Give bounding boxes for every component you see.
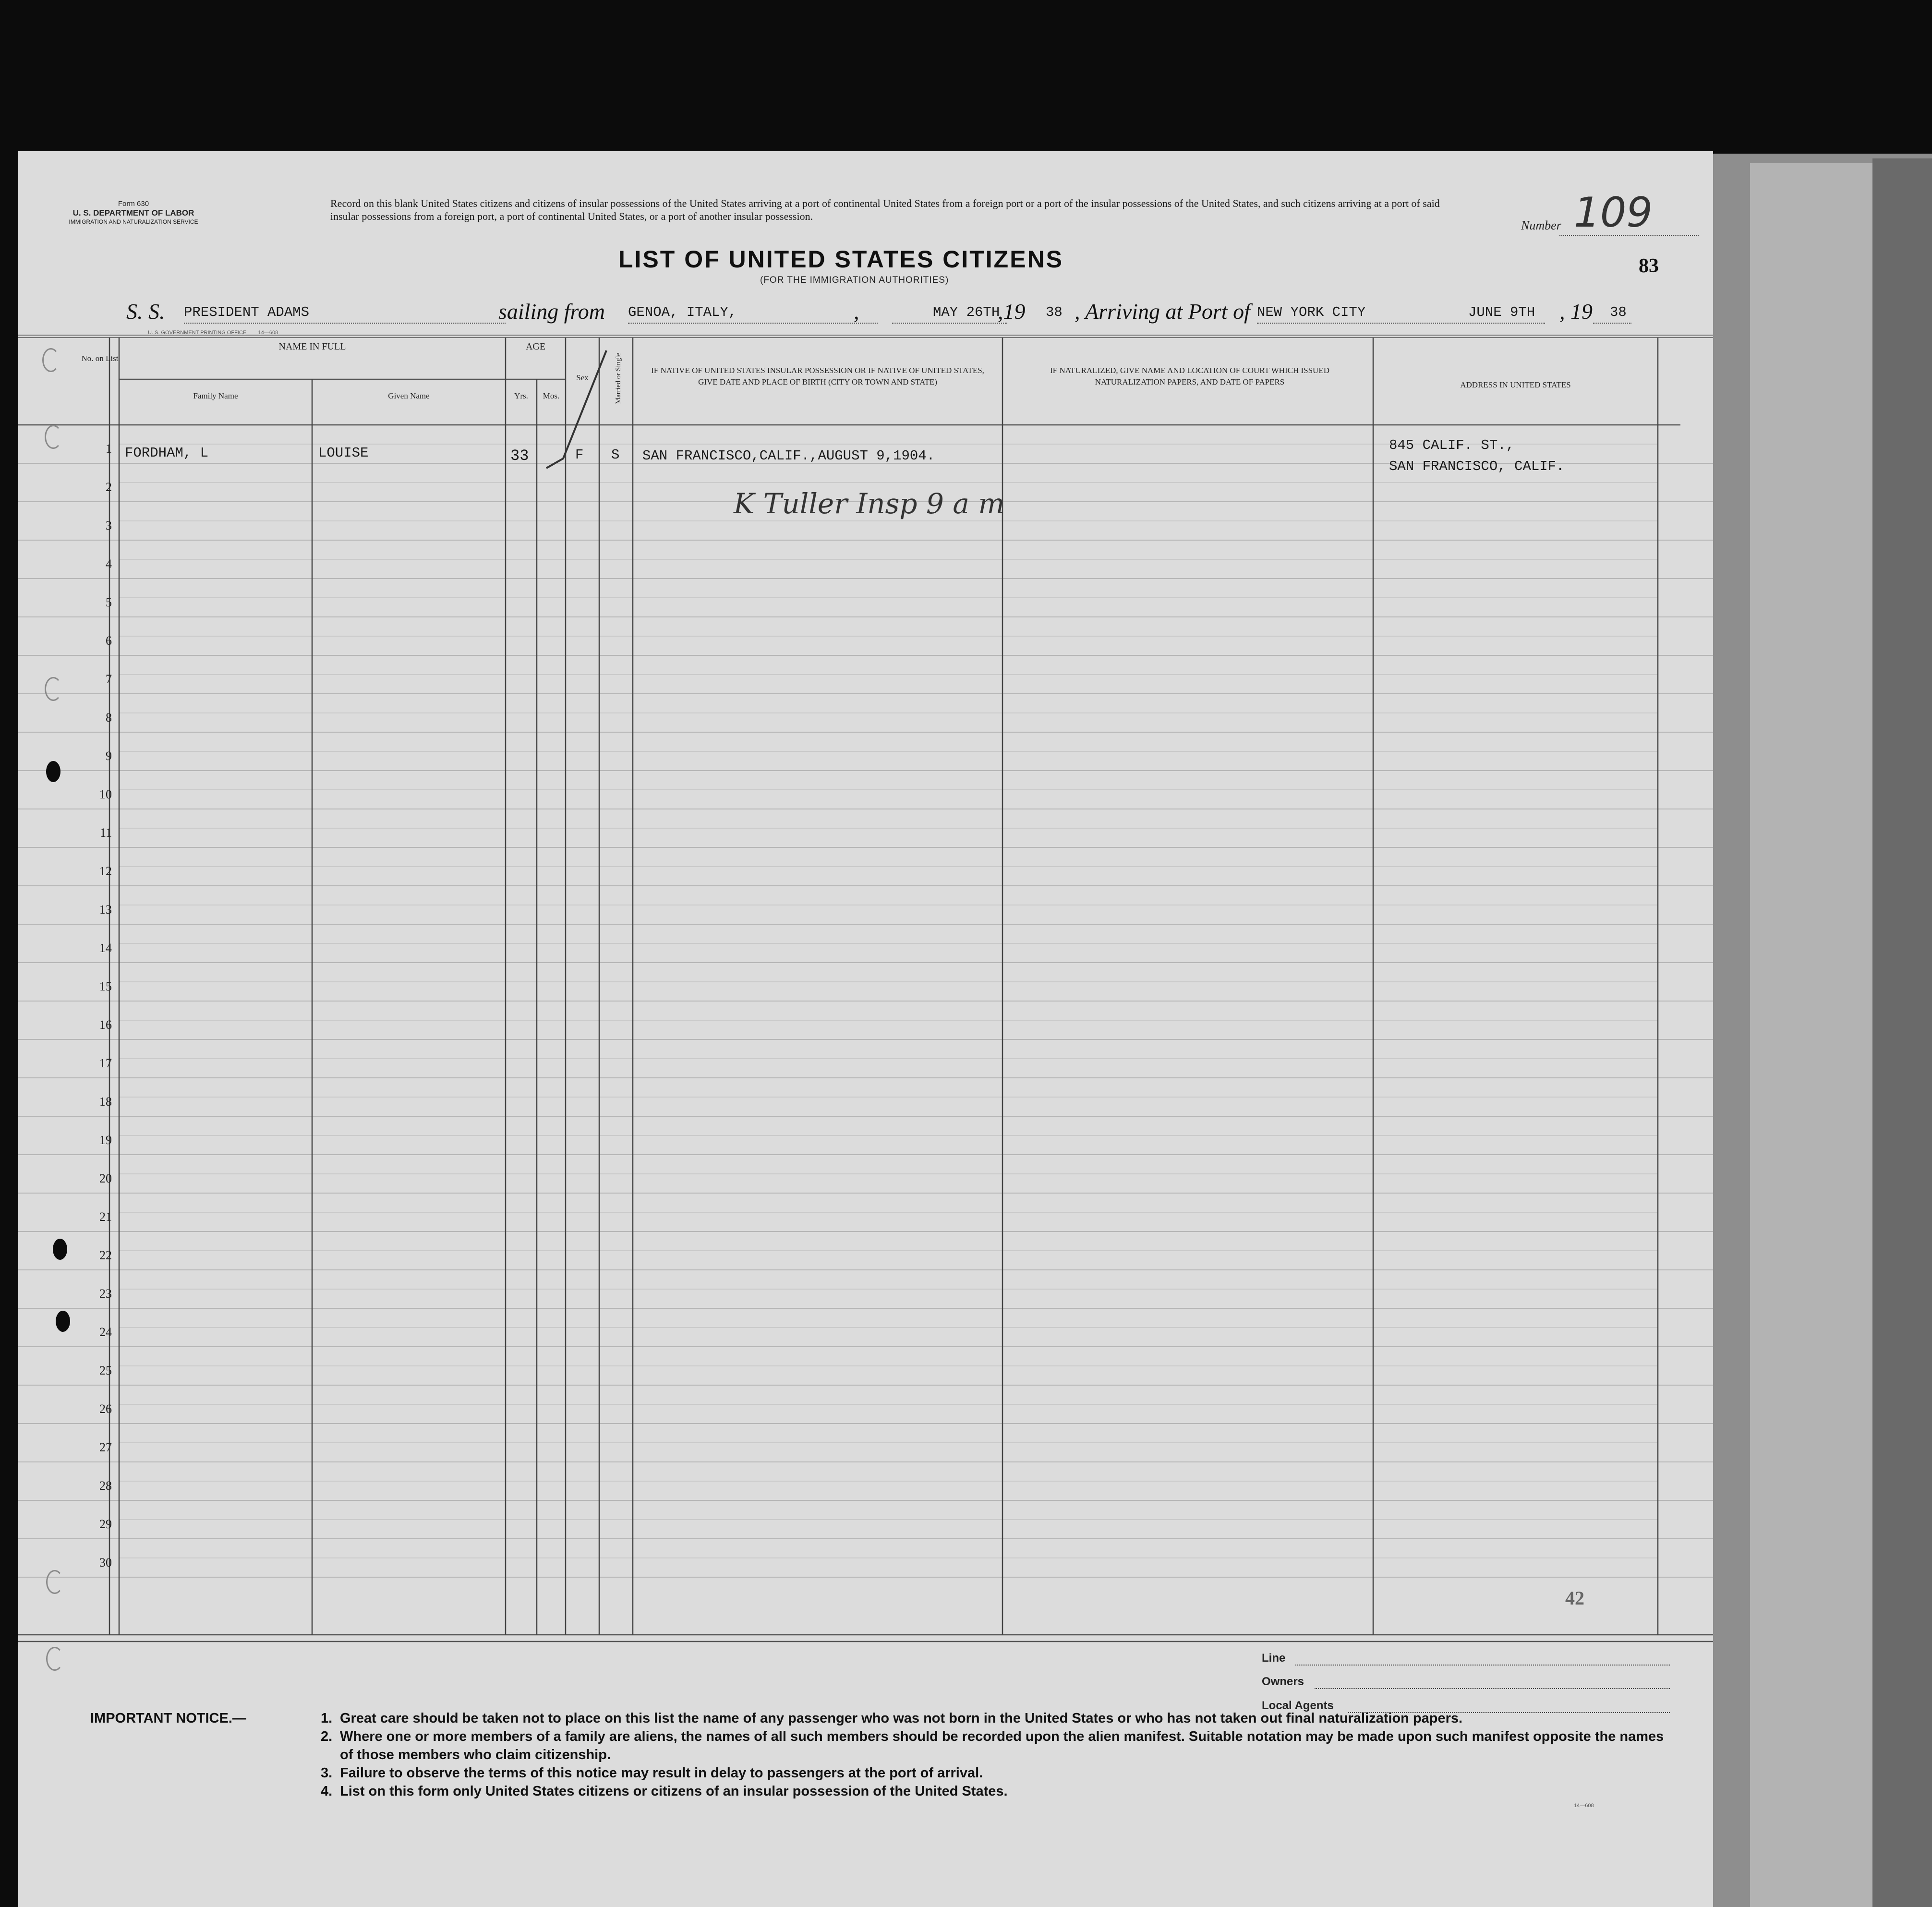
print-code-bottom: 14—608 <box>1574 1803 1594 1809</box>
row-number: 1 <box>106 442 112 456</box>
instruction-text: Record on this blank United States citizens and citizens of insular possessions of the United States arriving at a port of continental United States from a foreign port or a port of the insular possessions of the United States, and such citizens arriving at a port of said insular possessions from a foreign port, a port of continental United States, or a port of another insular possession. <box>330 197 1440 222</box>
row-number: 23 <box>99 1287 112 1301</box>
reference-number: 42 <box>1565 1587 1584 1609</box>
important-notice <box>90 1709 1675 1800</box>
row-number: 3 <box>106 519 112 532</box>
port-to: NEW YORK CITY <box>1257 304 1366 320</box>
row-number: 7 <box>106 672 112 686</box>
entry-address-line2: SAN FRANCISCO, CALIF. <box>1389 459 1565 474</box>
year-to: 38 <box>1610 304 1627 320</box>
year-from: 38 <box>1046 304 1063 320</box>
row-number: 11 <box>99 826 112 840</box>
row-number: 4 <box>106 557 112 571</box>
notice-heading: IMPORTANT NOTICE.— <box>90 1711 246 1726</box>
print-code-left: U. S. GOVERNMENT PRINTING OFFICE 14—608 <box>148 330 278 336</box>
manifest-grid <box>18 151 1713 1907</box>
number-value: 109 <box>1574 189 1653 237</box>
row-number: 16 <box>99 1018 112 1032</box>
binder-hole <box>53 1239 67 1260</box>
binder-hole <box>46 1647 63 1671</box>
manifest-page <box>18 151 1713 1907</box>
row-number: 30 <box>99 1556 112 1569</box>
entry-age-yrs: 33 <box>510 447 529 465</box>
binder-hole <box>45 677 62 701</box>
comma-mark: , <box>854 299 859 324</box>
row-number: 22 <box>99 1248 112 1262</box>
row-number: 28 <box>99 1479 112 1493</box>
row-number: 24 <box>99 1325 112 1339</box>
document-subtitle: (FOR THE IMMIGRATION AUTHORITIES) <box>760 275 949 285</box>
entry-married-single: S <box>611 447 620 463</box>
row-number: 5 <box>106 595 112 609</box>
binder-hole <box>42 348 60 372</box>
sailing-from-label: sailing from <box>498 299 605 324</box>
year-prefix-from: ,19 <box>998 299 1026 324</box>
entry-sex: F <box>575 447 584 463</box>
form-number: Form 630 <box>118 200 149 208</box>
entry-family-name: FORDHAM, L <box>125 445 209 461</box>
row-number: 21 <box>99 1210 112 1224</box>
binder-hole <box>56 1311 70 1332</box>
line-label: Line <box>1262 1652 1286 1665</box>
number-label: Number <box>1521 218 1561 232</box>
entry-given-name: LOUISE <box>318 445 369 461</box>
entry-address-line1: 845 CALIF. ST., <box>1389 437 1515 453</box>
ship-name: PRESIDENT ADAMS <box>184 304 310 320</box>
header-sex: Sex <box>576 373 589 382</box>
row-number: 18 <box>99 1095 112 1109</box>
row-number: 14 <box>99 941 112 955</box>
header-no-on-list: No. on List <box>81 354 119 363</box>
binder-hole <box>45 425 62 449</box>
row-number: 25 <box>99 1364 112 1377</box>
header-name-in-full: NAME IN FULL <box>278 341 346 352</box>
arriving-label: , Arriving at Port of <box>1075 299 1250 324</box>
header-naturalized: IF NATURALIZED, GIVE NAME AND LOCATION OF COURT WHICH ISSUED NATURALIZATION PAPERS, AND DATE OF PAPERS <box>1050 366 1329 386</box>
back-sheet-edge <box>1872 158 1932 1907</box>
row-number: 19 <box>99 1133 112 1147</box>
header-family-name: Family Name <box>193 391 238 400</box>
row-number: 8 <box>106 711 112 724</box>
header-given-name: Given Name <box>388 391 430 400</box>
header-address: ADDRESS IN UNITED STATES <box>1460 380 1571 389</box>
row-number: 29 <box>99 1517 112 1531</box>
owners-label: Owners <box>1262 1675 1304 1688</box>
row-number: 10 <box>99 787 112 801</box>
document-title: LIST OF UNITED STATES CITIZENS <box>618 246 1064 273</box>
notice-item-4: 4. List on this form only United States citizens or citizens of an insular possession of the United States. <box>321 1784 1008 1799</box>
inspector-signature: K Tuller Insp 9 a m <box>734 487 1005 520</box>
notice-item-3: 3. Failure to observe the terms of this notice may result in delay to passengers at the port of arrival. <box>321 1765 983 1781</box>
header-mos: Mos. <box>543 391 560 400</box>
port-from: GENOA, ITALY, <box>628 304 737 320</box>
row-number: 20 <box>99 1171 112 1185</box>
notice-item-2: 2. Where one or more members of a family are aliens, the names of all such members should be recorded upon the alien manifest. Suitable notation may be made upon such manifest opposite the names of those members who claim citizenship. <box>321 1729 1664 1762</box>
binder-hole <box>46 761 60 782</box>
service-name: IMMIGRATION AND NATURALIZATION SERVICE <box>69 218 198 225</box>
date-from: MAY 26TH <box>933 304 1000 320</box>
row-number: 17 <box>99 1056 112 1070</box>
row-number: 2 <box>106 480 112 494</box>
row-number: 9 <box>106 749 112 763</box>
row-number: 13 <box>99 903 112 917</box>
row-number: 27 <box>99 1440 112 1454</box>
ss-label: S. S. <box>126 299 165 324</box>
header-age: AGE <box>525 341 546 352</box>
local-agents-label: Local Agents <box>1262 1699 1334 1712</box>
date-to: JUNE 9TH <box>1468 304 1535 320</box>
row-number: 12 <box>99 864 112 878</box>
row-number: 26 <box>99 1402 112 1416</box>
header-yrs: Yrs. <box>514 391 528 400</box>
department-name: U. S. DEPARTMENT OF LABOR <box>72 208 194 217</box>
row-number: 15 <box>99 979 112 993</box>
page-number: 83 <box>1639 255 1659 277</box>
header-birth: IF NATIVE OF UNITED STATES INSULAR POSSESSION OR IF NATIVE OF UNITED STATES, GIVE DATE AND PLACE OF BIRTH (CITY OR TOWN AND STATE) <box>651 366 984 386</box>
header-married-or-single: Married or Single <box>615 352 622 404</box>
notice-item-1: 1. Great care should be taken not to place on this list the name of any passenger who was not born in the United States or who has not taken out final naturalization papers. <box>321 1711 1463 1726</box>
entry-birth: SAN FRANCISCO,CALIF.,AUGUST 9,1904. <box>642 448 935 464</box>
binder-hole <box>46 1570 63 1594</box>
row-number: 6 <box>106 634 112 648</box>
year-prefix-to: , 19 <box>1559 299 1593 324</box>
notice-items <box>321 1709 1675 1800</box>
